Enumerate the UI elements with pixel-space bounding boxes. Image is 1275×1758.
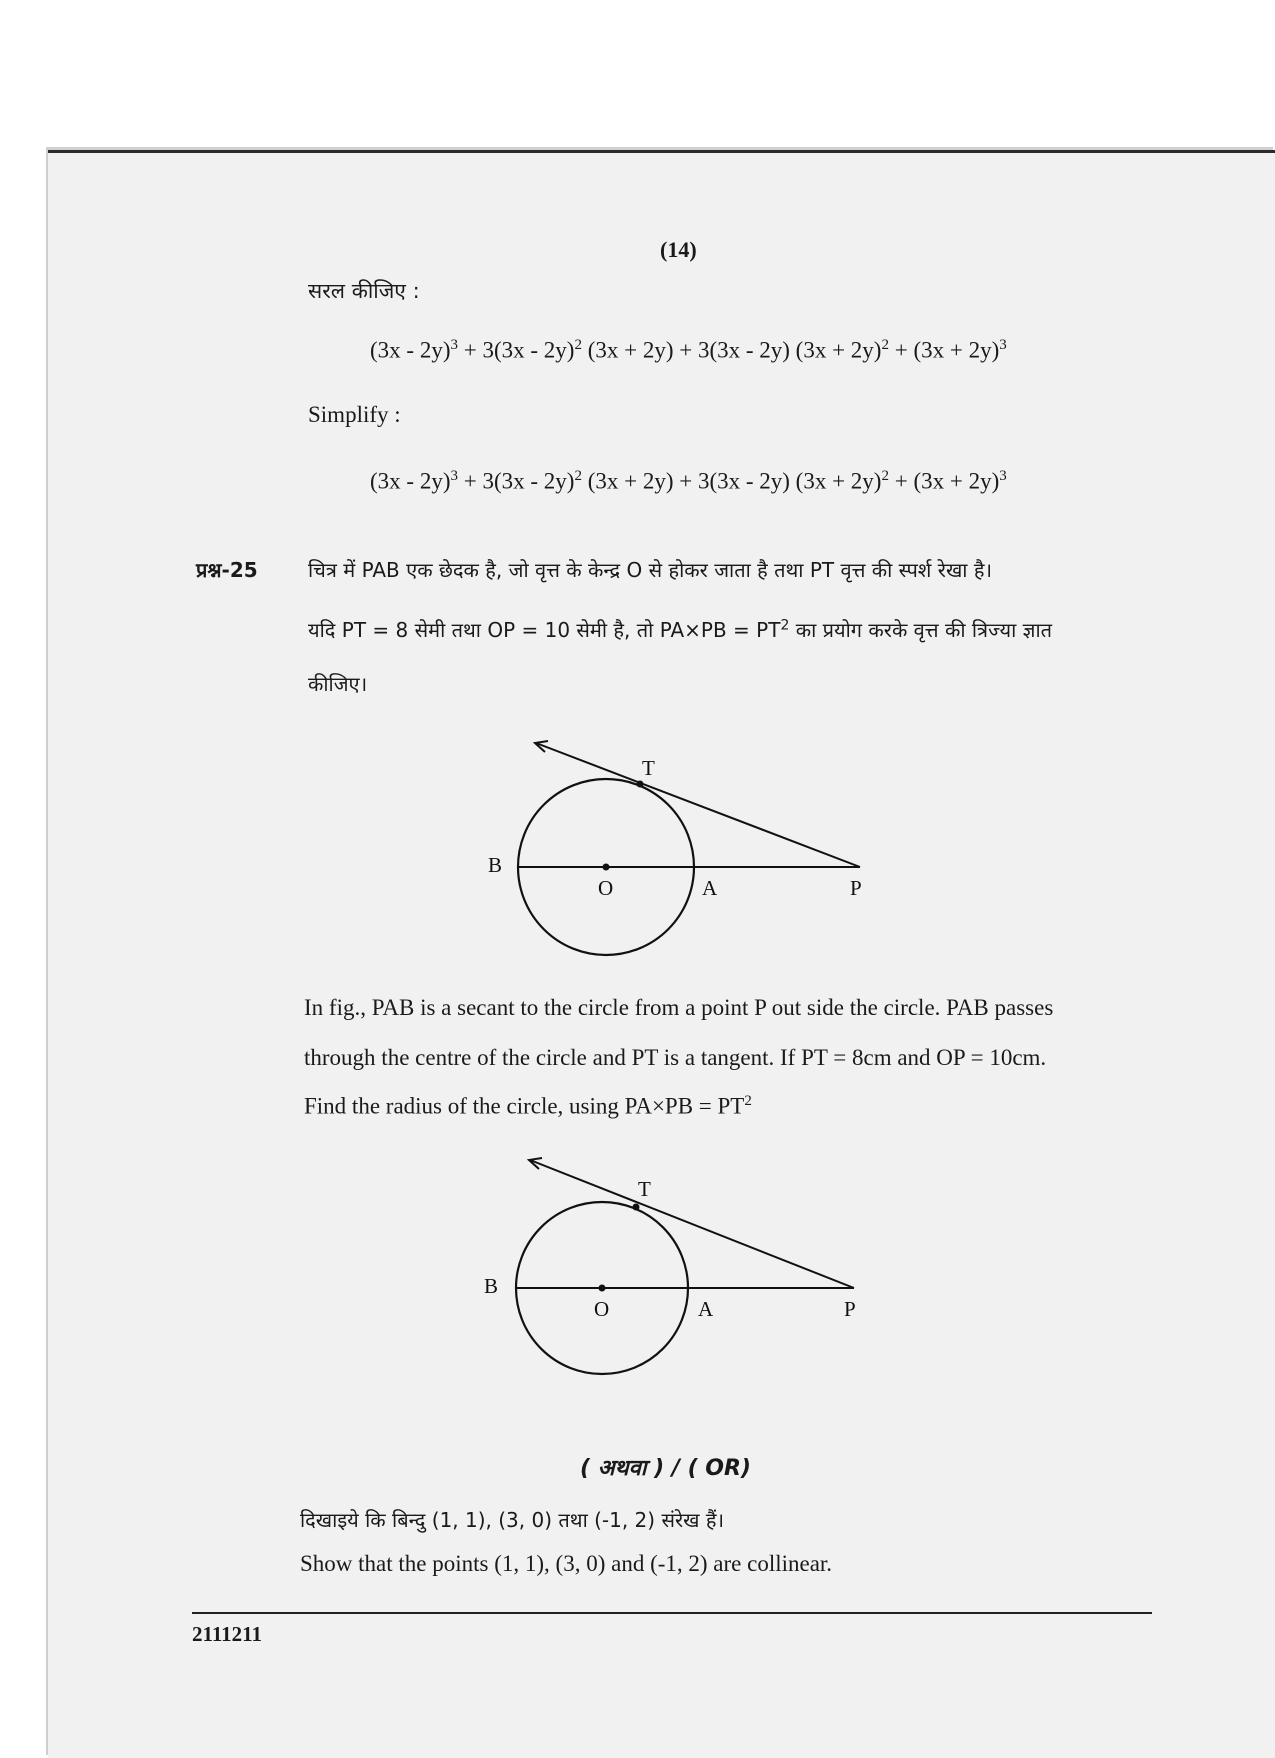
question-english-line-1: In fig., PAB is a secant to the circle from a point P out side the circle. PAB passes [304, 995, 1054, 1020]
secant-tangent-figure-1 [480, 735, 920, 970]
label-A: A [698, 1297, 714, 1321]
label-P: P [844, 1297, 856, 1321]
paper-code: 2111211 [192, 1622, 263, 1646]
footer-rule [192, 1612, 1152, 1614]
tangent-line [536, 743, 860, 867]
label-T: T [642, 756, 655, 780]
or-separator: ( अथवा ) / ( OR) [580, 1456, 751, 1481]
label-B: B [484, 1274, 499, 1298]
label-T: T [638, 1177, 651, 1201]
centre-point [603, 864, 610, 871]
simplify-english-label: Simplify : [308, 402, 401, 427]
label-O: O [594, 1297, 610, 1321]
label-A: A [702, 876, 718, 900]
page-number: (14) [660, 237, 697, 262]
tangent-line [530, 1160, 854, 1288]
expression-english: (3x - 2y)$^3$ + 3(3x - 2y)$^2$ (3x + 2y) + 3(3x - 2y) $(3x + 2y)^2 + (3x + 2y)^3$ [370, 468, 1007, 494]
label-O: O [598, 876, 614, 900]
alternate-question-hindi: दिखाइये कि बिन्दु (1, 1), (3, 0) तथा (-1, 2) संरेख हैं। [300, 1508, 725, 1532]
label-B: B [488, 853, 503, 877]
expression-hindi: (3x - 2y)$^3$ + 3(3x - 2y)$^2$ (3x + 2y) + 3(3x - 2y) $(3x + 2y)^2 + (3x + 2y)^3$ [370, 337, 1007, 363]
tangent-point [637, 781, 644, 788]
question-hindi-line-3: कीजिए। [308, 672, 368, 696]
label-P: P [850, 876, 862, 900]
secant-tangent-figure-2 [480, 1152, 920, 1387]
question-hindi-line-1: चित्र में PAB एक छेदक है, जो वृत्त के केन्द्र O से होकर जाता है तथा PT वृत्त की स्पर्श रेखा है। [308, 558, 993, 582]
question-english-line-3: Find the radius of the circle, using $PA\times PB = PT^2$ [304, 1093, 752, 1119]
question-english-line-2: through the centre of the circle and PT is a tangent. If PT = 8cm and OP = 10cm. [304, 1045, 1047, 1070]
question-hindi-line-2: यदि PT = 8 सेमी तथा OP = 10 सेमी है, तो $PA\times PB = PT^2$ का प्रयोग करके वृत्त की त्रिज्या ज्ञात [308, 617, 1053, 642]
centre-point [599, 1285, 606, 1292]
question-number: प्रश्न-25 [196, 558, 258, 582]
tangent-point [633, 1204, 640, 1211]
alternate-question-english: Show that the points (1, 1), (3, 0) and (-1, 2) are collinear. [300, 1551, 833, 1576]
simplify-hindi-label: सरल कीजिए : [308, 279, 420, 303]
